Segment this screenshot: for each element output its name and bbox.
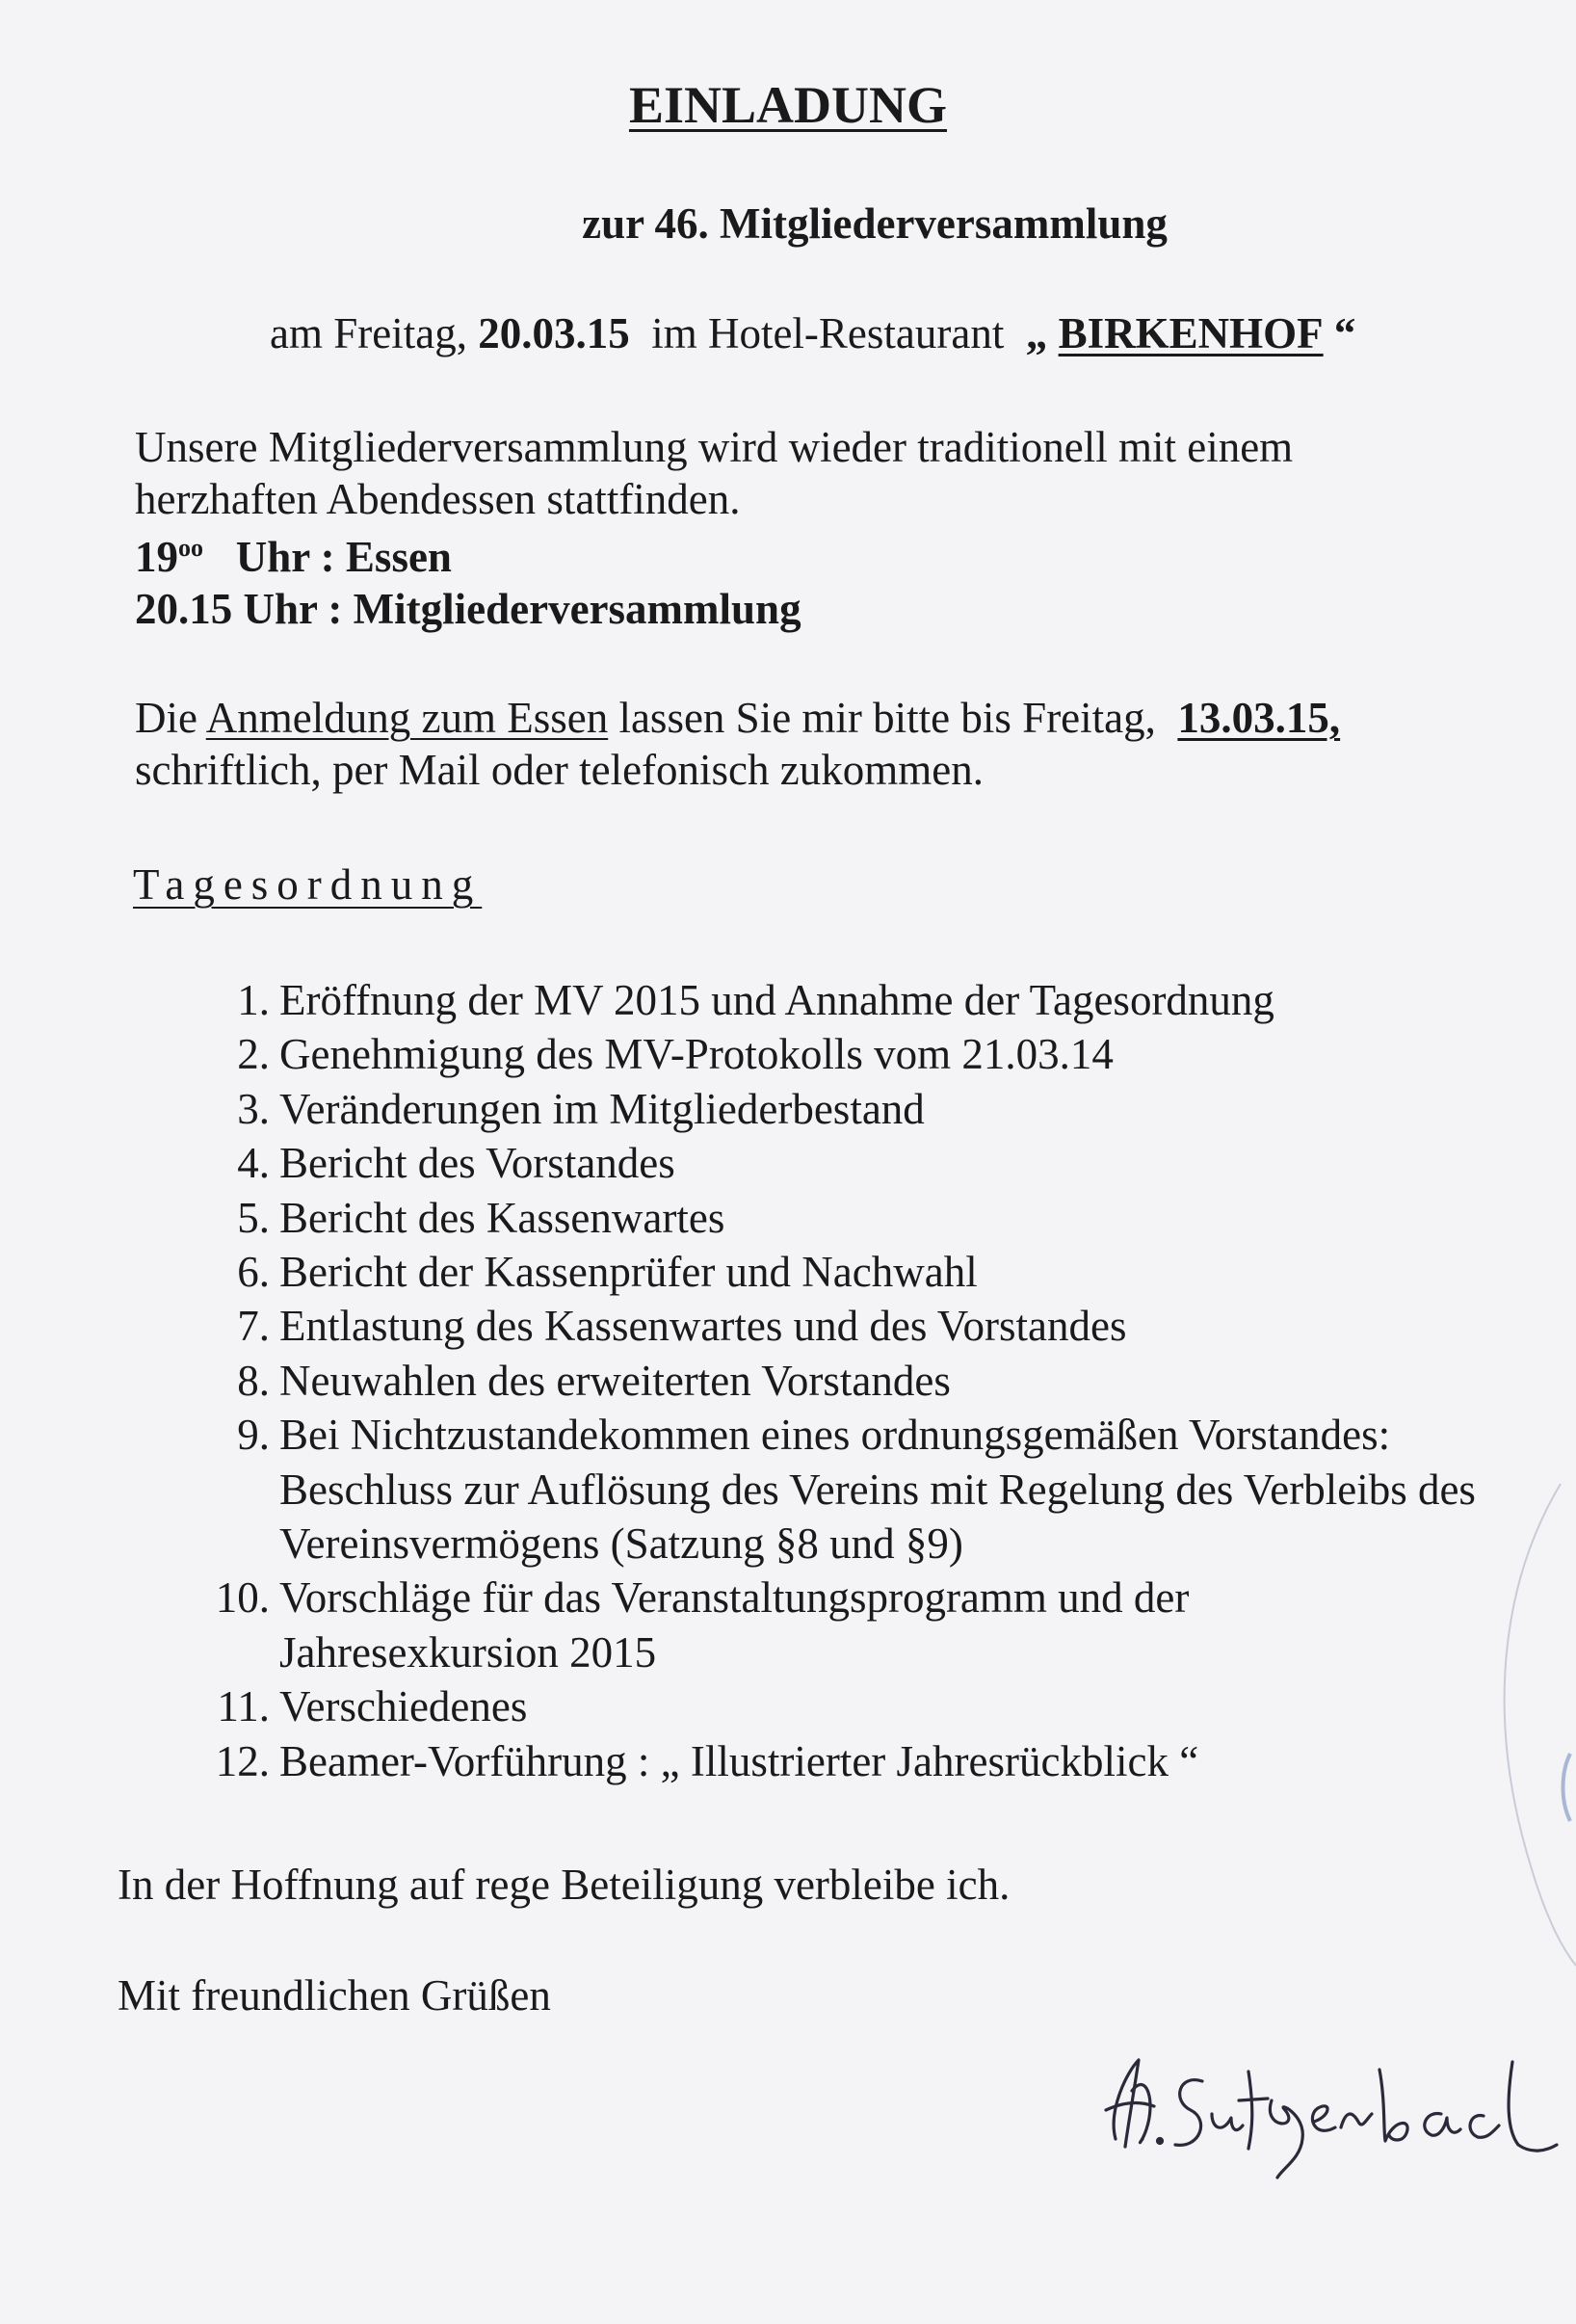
agenda-item: [193, 1027, 1576, 1081]
agenda-item-text: Neuwahlen des erweiterten Vorstandes: [279, 1356, 951, 1405]
agenda-item-number: 11.: [217, 1682, 270, 1731]
intro-line-2: herzhaften Abendessen stattfinden.: [135, 475, 741, 523]
agenda-item-number: 2.: [237, 1030, 270, 1079]
document-title: EINLADUNG: [628, 76, 948, 134]
agenda-item: [193, 1136, 1576, 1190]
agenda-item-number: 12.: [215, 1736, 270, 1785]
schedule-dinner: [135, 522, 801, 583]
agenda-item-number: 3.: [237, 1084, 270, 1133]
agenda-item-number: 9.: [237, 1411, 270, 1460]
agenda-item-number: 5.: [237, 1193, 270, 1242]
venue-name: BIRKENHOF: [1058, 309, 1324, 357]
meeting-date: 20.03.15: [478, 309, 630, 357]
closing-line: In der Hoffnung auf rege Beteiligung verbleibe ich.: [118, 1861, 1011, 1909]
agenda-item-text: Bericht der Kassenprüfer und Nachwahl: [279, 1248, 978, 1297]
agenda-item: [193, 973, 1576, 1027]
intro-paragraph: [135, 421, 1293, 525]
agenda-item-text: Genehmigung des MV-Protokolls vom 21.03.14: [279, 1030, 1114, 1079]
agenda-item-text: Beamer-Vorführung : „ Illustrierter Jahresrückblick “: [279, 1736, 1199, 1785]
agenda-item: [193, 1679, 1576, 1733]
agenda-item-text: Bei Nichtzustandekommen eines ordnungsgemäßen Vorstandes: Beschluss zur Auflösung des Vereins mit Regelung des Verbleibs des Vereinsvermögens (Satzung §8 und §9): [279, 1411, 1476, 1569]
agenda-item-text: Bericht des Vorstandes: [279, 1139, 675, 1188]
agenda-item-number: 7.: [237, 1302, 270, 1351]
agenda-item: [193, 1082, 1576, 1136]
dinner-hour: 19: [135, 533, 178, 581]
schedule-meeting: 20.15 Uhr : Mitgliederversammlung: [135, 585, 801, 633]
registration-paragraph: [135, 692, 1340, 796]
agenda-item: [193, 1734, 1576, 1788]
agenda-item: [193, 1191, 1576, 1245]
faint-stamp-mark: [1426, 1465, 1576, 2004]
agenda-item: [193, 1245, 1576, 1299]
venue-prefix: im Hotel-Restaurant: [651, 309, 1005, 357]
registration-link-text: Anmeldung zum Essen: [205, 694, 609, 742]
schedule: [135, 522, 801, 635]
intro-line-1: Unsere Mitgliederversammlung wird wieder traditionell mit einem: [135, 423, 1294, 471]
registration-line-2: schriftlich, per Mail oder telefonisch zukommen.: [135, 746, 984, 794]
agenda-item-text: Verschiedenes: [279, 1682, 528, 1731]
agenda-item-text: Vorschläge für das Veranstaltungsprogramm und der Jahresexkursion 2015: [279, 1573, 1190, 1677]
agenda-item-number: 10.: [215, 1573, 270, 1623]
agenda-list: [193, 973, 1576, 1788]
document-subtitle: zur 46. Mitgliederversammlung: [582, 199, 1168, 248]
dinner-label: Uhr : Essen: [235, 533, 452, 581]
agenda-heading: Tagesordnung: [133, 860, 483, 909]
registration-line-1: [135, 692, 1340, 744]
agenda-item-number: 8.: [237, 1356, 270, 1405]
agenda-item-number: 1.: [237, 976, 270, 1024]
handwritten-signature: [1079, 2033, 1561, 2187]
agenda-item: [193, 1408, 1576, 1571]
registration-deadline: 13.03.15,: [1177, 694, 1341, 742]
agenda-item-text: Bericht des Kassenwartes: [279, 1193, 725, 1242]
dinner-minutes: oo: [178, 534, 203, 562]
quote-close: “: [1333, 309, 1356, 357]
registration-prefix: Die: [135, 694, 197, 742]
agenda-item-number: 4.: [237, 1139, 270, 1188]
agenda-item: [193, 1354, 1576, 1408]
closing-regards: Mit freundlichen Grüßen: [118, 1971, 551, 2020]
agenda-item-number: 6.: [237, 1248, 270, 1297]
date-venue-line: [270, 308, 1355, 358]
agenda-item-text: Entlastung des Kassenwartes und des Vorstandes: [279, 1302, 1127, 1351]
date-prefix: am Freitag,: [270, 309, 467, 357]
registration-middle: lassen Sie mir bitte bis Freitag,: [618, 694, 1156, 742]
agenda-item-text: Veränderungen im Mitgliederbestand: [279, 1084, 925, 1133]
agenda-item: [193, 1299, 1576, 1353]
quote-open: „: [1025, 309, 1048, 357]
agenda-item-text: Eröffnung der MV 2015 und Annahme der Tagesordnung: [279, 976, 1274, 1024]
agenda-item: [193, 1571, 1576, 1679]
